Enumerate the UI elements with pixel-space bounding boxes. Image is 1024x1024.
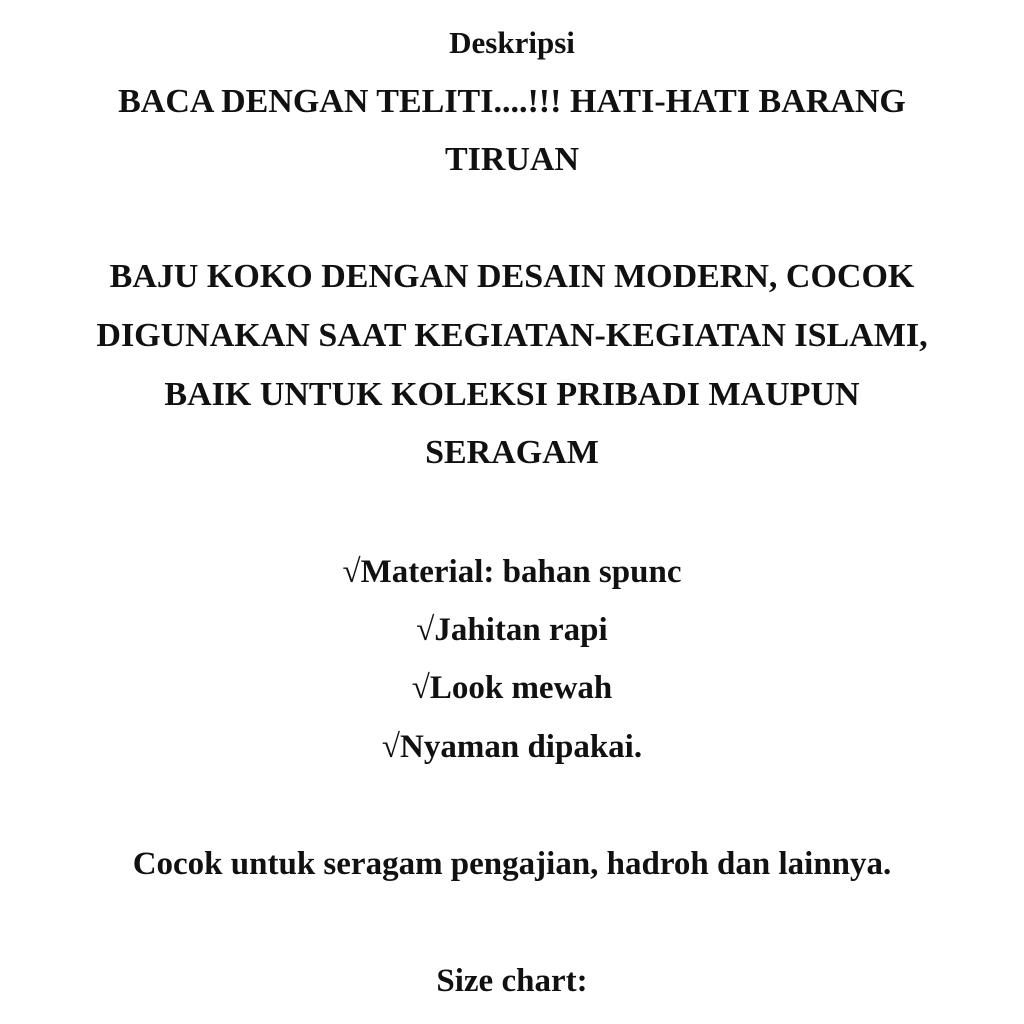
warning-line-1: BACA DENGAN TELITI....!!! HATI-HATI BARANG	[118, 83, 906, 120]
feature-item: √Jahitan rapi	[416, 612, 608, 648]
description-heading: Deskripsi	[449, 25, 575, 60]
size-chart-label: Size chart:	[436, 963, 588, 999]
warning-line-2: TIRUAN	[444, 141, 580, 178]
intro-line-3: BAIK UNTUK KOLEKSI PRIBADI MAUPUN	[164, 376, 860, 413]
usage-text: Cocok untuk seragam pengajian, hadroh dan lainnya.	[132, 846, 892, 882]
intro-line-4: SERAGAM	[425, 434, 599, 471]
feature-item: √Look mewah	[411, 670, 613, 706]
intro-line-1: BAJU KOKO DENGAN DESAIN MODERN, COCOK	[109, 258, 915, 295]
feature-item: √Nyaman dipakai.	[381, 729, 643, 765]
feature-item: √Material: bahan spunc	[342, 554, 682, 590]
intro-line-2: DIGUNAKAN SAAT KEGIATAN-KEGIATAN ISLAMI,	[96, 317, 928, 354]
